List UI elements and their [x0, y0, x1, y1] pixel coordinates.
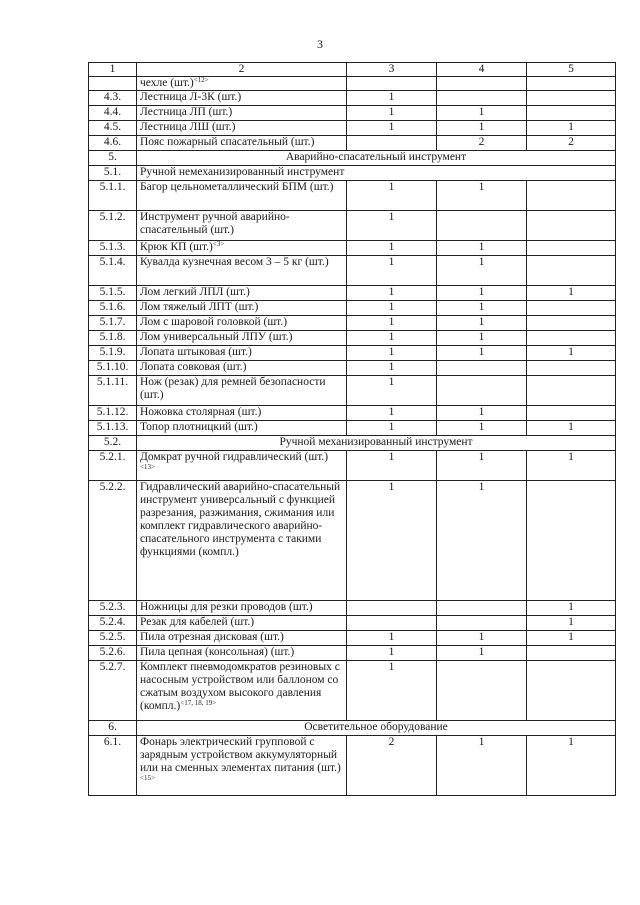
- row-number: 5.1.13.: [89, 421, 137, 436]
- item-name: Домкрат ручной гидравлический (шт.): [140, 451, 329, 463]
- quantity-cell-c5: 1: [527, 616, 616, 631]
- quantity-cell-c3: 1: [347, 661, 437, 721]
- quantity-cell-c3: 1: [347, 286, 437, 301]
- item-name-cell: [137, 286, 347, 301]
- quantity-cell-c3: 1: [347, 361, 437, 376]
- quantity-cell-c3: 1: [347, 301, 437, 316]
- row-number: 5.1.6.: [89, 301, 137, 316]
- item-name: чехле (шт.): [140, 77, 194, 89]
- row-number: 5.1.2.: [89, 211, 137, 241]
- table-row: [89, 256, 616, 286]
- item-name: Лестница ЛП (шт.): [140, 106, 233, 118]
- table-row: [89, 241, 616, 256]
- quantity-cell-c5: 1: [527, 451, 616, 481]
- item-name-cell: [137, 256, 347, 286]
- row-number: 4.3.: [89, 91, 137, 106]
- quantity-cell-c3: 1: [347, 256, 437, 286]
- item-name-cell: [137, 601, 347, 616]
- quantity-cell-c4: 1: [437, 331, 527, 346]
- quantity-cell-c5: [527, 256, 616, 286]
- row-number: 5.1.7.: [89, 316, 137, 331]
- table-row: [89, 331, 616, 346]
- quantity-cell-c3: 1: [347, 211, 437, 241]
- quantity-cell-c5: [527, 211, 616, 241]
- quantity-cell-c5: [527, 301, 616, 316]
- quantity-cell-c5: [527, 77, 616, 91]
- row-number: 5.2.: [89, 436, 137, 451]
- item-name-cell: [137, 736, 347, 796]
- page-number: 3: [317, 37, 323, 51]
- quantity-cell-c5: [527, 181, 616, 211]
- quantity-cell-c4: 1: [437, 631, 527, 646]
- row-number: 5.1.3.: [89, 241, 137, 256]
- row-number: 5.1.: [89, 166, 137, 181]
- item-name: Лом универсальный ЛПУ (шт.): [140, 331, 293, 343]
- item-name-cell: [137, 631, 347, 646]
- item-name: Лопата совковая (шт.): [140, 361, 247, 373]
- row-number: 5.1.11.: [89, 376, 137, 406]
- item-name-cell: [137, 181, 347, 211]
- item-name: Инструмент ручной аварийно-спасательный (шт.): [140, 211, 290, 236]
- item-name-cell: [137, 646, 347, 661]
- item-name-cell: [137, 421, 347, 436]
- item-name: Кувалда кузнечная весом 3 – 5 кг (шт.): [140, 256, 329, 268]
- quantity-cell-c4: [437, 661, 527, 721]
- quantity-cell-c3: [347, 616, 437, 631]
- quantity-cell-c3: 1: [347, 451, 437, 481]
- quantity-cell-c3: 1: [347, 181, 437, 211]
- quantity-cell-c4: 1: [437, 646, 527, 661]
- equipment-table: [88, 62, 616, 796]
- quantity-cell-c4: [437, 376, 527, 406]
- item-name: Крюк КП (шт.): [140, 241, 213, 253]
- item-name: Пила цепная (консольная) (шт.): [140, 646, 295, 658]
- item-name: Лестница ЛШ (шт.): [140, 121, 236, 133]
- quantity-cell-c4: 1: [437, 736, 527, 796]
- quantity-cell-c3: 1: [347, 91, 437, 106]
- table-row: [89, 661, 616, 721]
- footnote-ref: <15>: [140, 774, 155, 782]
- table-row: [89, 301, 616, 316]
- table-row: [89, 346, 616, 361]
- row-number: 5.1.10.: [89, 361, 137, 376]
- footnote-ref: <3>: [212, 240, 225, 248]
- footnote-ref: <12>: [193, 76, 209, 84]
- quantity-cell-c5: 2: [527, 136, 616, 151]
- quantity-cell-c4: 1: [437, 286, 527, 301]
- quantity-cell-c4: 1: [437, 256, 527, 286]
- section-row: [89, 436, 616, 451]
- quantity-cell-c5: 1: [527, 346, 616, 361]
- subsection-row: [89, 166, 616, 181]
- table-row: [89, 91, 616, 106]
- item-name-cell: [137, 616, 347, 631]
- quantity-cell-c4: 2: [437, 136, 527, 151]
- row-number: 6.: [89, 721, 137, 736]
- quantity-cell-c5: 1: [527, 286, 616, 301]
- quantity-cell-c3: 1: [347, 646, 437, 661]
- quantity-cell-c3: 2: [347, 736, 437, 796]
- table-row: [89, 631, 616, 646]
- quantity-cell-c3: 1: [347, 121, 437, 136]
- table-row: [89, 211, 616, 241]
- quantity-cell-c3: [347, 601, 437, 616]
- quantity-cell-c3: 1: [347, 241, 437, 256]
- quantity-cell-c5: [527, 406, 616, 421]
- row-number: 5.2.5.: [89, 631, 137, 646]
- quantity-cell-c5: [527, 646, 616, 661]
- item-name-cell: [137, 241, 347, 256]
- row-number: 5.1.4.: [89, 256, 137, 286]
- item-name: Пила отрезная дисковая (шт.): [140, 631, 284, 643]
- quantity-cell-c4: 1: [437, 181, 527, 211]
- table-row: [89, 421, 616, 436]
- quantity-cell-c5: [527, 361, 616, 376]
- table-row: [89, 616, 616, 631]
- quantity-cell-c4: 1: [437, 106, 527, 121]
- item-name-cell: [137, 211, 347, 241]
- item-name-cell: [137, 91, 347, 106]
- row-number: 5.1.9.: [89, 346, 137, 361]
- header-cell: 4: [437, 63, 527, 77]
- row-number: [89, 77, 137, 91]
- item-name-cell: [137, 106, 347, 121]
- quantity-cell-c3: 1: [347, 631, 437, 646]
- quantity-cell-c5: [527, 661, 616, 721]
- row-number: 5.2.1.: [89, 451, 137, 481]
- table-row: [89, 286, 616, 301]
- quantity-cell-c3: 1: [347, 346, 437, 361]
- quantity-cell-c3: 1: [347, 106, 437, 121]
- quantity-cell-c4: [437, 361, 527, 376]
- row-number: 4.6.: [89, 136, 137, 151]
- row-number: 5.2.6.: [89, 646, 137, 661]
- row-number: 6.1.: [89, 736, 137, 796]
- quantity-cell-c3: 1: [347, 406, 437, 421]
- quantity-cell-c3: 1: [347, 316, 437, 331]
- quantity-cell-c3: 1: [347, 376, 437, 406]
- quantity-cell-c4: 1: [437, 316, 527, 331]
- quantity-cell-c5: 1: [527, 631, 616, 646]
- row-number: 4.5.: [89, 121, 137, 136]
- quantity-cell-c4: 1: [437, 406, 527, 421]
- item-name-cell: [137, 331, 347, 346]
- quantity-cell-c5: [527, 316, 616, 331]
- quantity-cell-c5: [527, 91, 616, 106]
- quantity-cell-c4: [437, 211, 527, 241]
- item-name-cell: [137, 376, 347, 406]
- table-row: [89, 106, 616, 121]
- item-name: Лопата штыковая (шт.): [140, 346, 252, 358]
- row-number: 4.4.: [89, 106, 137, 121]
- subsection-title: Ручной немеханизированный инструмент: [137, 166, 616, 181]
- row-number: 5.: [89, 151, 137, 166]
- table-row: [89, 376, 616, 406]
- table-row: [89, 481, 616, 601]
- item-name: Лом тяжелый ЛПТ (шт.): [140, 301, 259, 313]
- row-number: 5.2.4.: [89, 616, 137, 631]
- quantity-cell-c4: 1: [437, 346, 527, 361]
- quantity-cell-c5: [527, 106, 616, 121]
- quantity-cell-c3: 1: [347, 331, 437, 346]
- quantity-cell-c5: 1: [527, 736, 616, 796]
- quantity-cell-c5: [527, 331, 616, 346]
- quantity-cell-c3: [347, 77, 437, 91]
- quantity-cell-c5: 1: [527, 601, 616, 616]
- item-name: Нож (резак) для ремней безопасности (шт.): [140, 376, 326, 401]
- table-row: [89, 646, 616, 661]
- item-name-cell: [137, 451, 347, 481]
- item-name-cell: [137, 316, 347, 331]
- quantity-cell-c4: 1: [437, 421, 527, 436]
- item-name: Фонарь электрический групповой с зарядным устройством аккумуляторный или на сменных элементах питания (шт.): [140, 736, 341, 774]
- quantity-cell-c3: 1: [347, 481, 437, 601]
- item-name: Лом с шаровой головкой (шт.): [140, 316, 288, 328]
- quantity-cell-c4: 1: [437, 121, 527, 136]
- item-name: Багор цельнометаллический БПМ (шт.): [140, 181, 334, 193]
- quantity-cell-c4: 1: [437, 301, 527, 316]
- header-row: [89, 63, 616, 77]
- item-name-cell: [137, 301, 347, 316]
- quantity-cell-c4: 1: [437, 241, 527, 256]
- table-row: [89, 406, 616, 421]
- table-row: [89, 77, 616, 91]
- item-name-cell: [137, 406, 347, 421]
- row-number: 5.2.7.: [89, 661, 137, 721]
- table-row: [89, 316, 616, 331]
- quantity-cell-c3: [347, 136, 437, 151]
- header-cell: 3: [347, 63, 437, 77]
- row-number: 5.1.8.: [89, 331, 137, 346]
- quantity-cell-c5: [527, 481, 616, 601]
- quantity-cell-c4: [437, 616, 527, 631]
- row-number: 5.2.3.: [89, 601, 137, 616]
- section-title: Аварийно-спасательный инструмент: [137, 151, 616, 166]
- item-name: Лом легкий ЛПЛ (шт.): [140, 286, 250, 298]
- row-number: 5.1.5.: [89, 286, 137, 301]
- item-name-cell: [137, 661, 347, 721]
- item-name: Комплект пневмодомкратов резиновых с насосным устройством или баллоном со сжатым воздухом высокого давления (компл.): [140, 661, 340, 712]
- item-name-cell: [137, 346, 347, 361]
- item-name: Лестница Л-3К (шт.): [140, 91, 242, 103]
- table-row: [89, 451, 616, 481]
- quantity-cell-c4: 1: [437, 451, 527, 481]
- quantity-cell-c5: [527, 241, 616, 256]
- row-number: 5.1.12.: [89, 406, 137, 421]
- item-name-cell: [137, 481, 347, 601]
- item-name-cell: [137, 121, 347, 136]
- section-title: Осветительное оборудование: [137, 721, 616, 736]
- table-row: [89, 361, 616, 376]
- quantity-cell-c4: [437, 601, 527, 616]
- item-name-cell: [137, 136, 347, 151]
- row-number: 5.2.2.: [89, 481, 137, 601]
- quantity-cell-c5: 1: [527, 121, 616, 136]
- footnote-ref: <13>: [140, 463, 155, 471]
- header-cell: 2: [137, 63, 347, 77]
- item-name-cell: [137, 361, 347, 376]
- item-name: Ножницы для резки проводов (шт.): [140, 601, 313, 613]
- item-name: Топор плотницкий (шт.): [140, 421, 258, 433]
- item-name-cell: [137, 77, 347, 91]
- quantity-cell-c4: [437, 77, 527, 91]
- section-row: [89, 721, 616, 736]
- quantity-cell-c4: [437, 91, 527, 106]
- section-title: Ручной механизированный инструмент: [137, 436, 616, 451]
- quantity-cell-c4: 1: [437, 481, 527, 601]
- table-row: [89, 601, 616, 616]
- quantity-cell-c5: [527, 376, 616, 406]
- item-name: Пояс пожарный спасательный (шт.): [140, 136, 315, 148]
- table-row: [89, 181, 616, 211]
- header-cell: 1: [89, 63, 137, 77]
- quantity-cell-c5: 1: [527, 421, 616, 436]
- header-cell: 5: [527, 63, 616, 77]
- footnote-ref: <17, 18, 19>: [180, 699, 217, 707]
- item-name: Ножовка столярная (шт.): [140, 406, 262, 418]
- row-number: 5.1.1.: [89, 181, 137, 211]
- item-name: Резак для кабелей (шт.): [140, 616, 255, 628]
- table-row: [89, 121, 616, 136]
- section-row: [89, 151, 616, 166]
- quantity-cell-c3: 1: [347, 421, 437, 436]
- table-row: [89, 136, 616, 151]
- item-name: Гидравлический аварийно-спасательный инструмент универсальный с функцией разрезания, разжимания, сжимания или комплект гидравлического аварийно-спасательного инструмента с такими функциями (компл.): [140, 481, 341, 558]
- table-row: [89, 736, 616, 796]
